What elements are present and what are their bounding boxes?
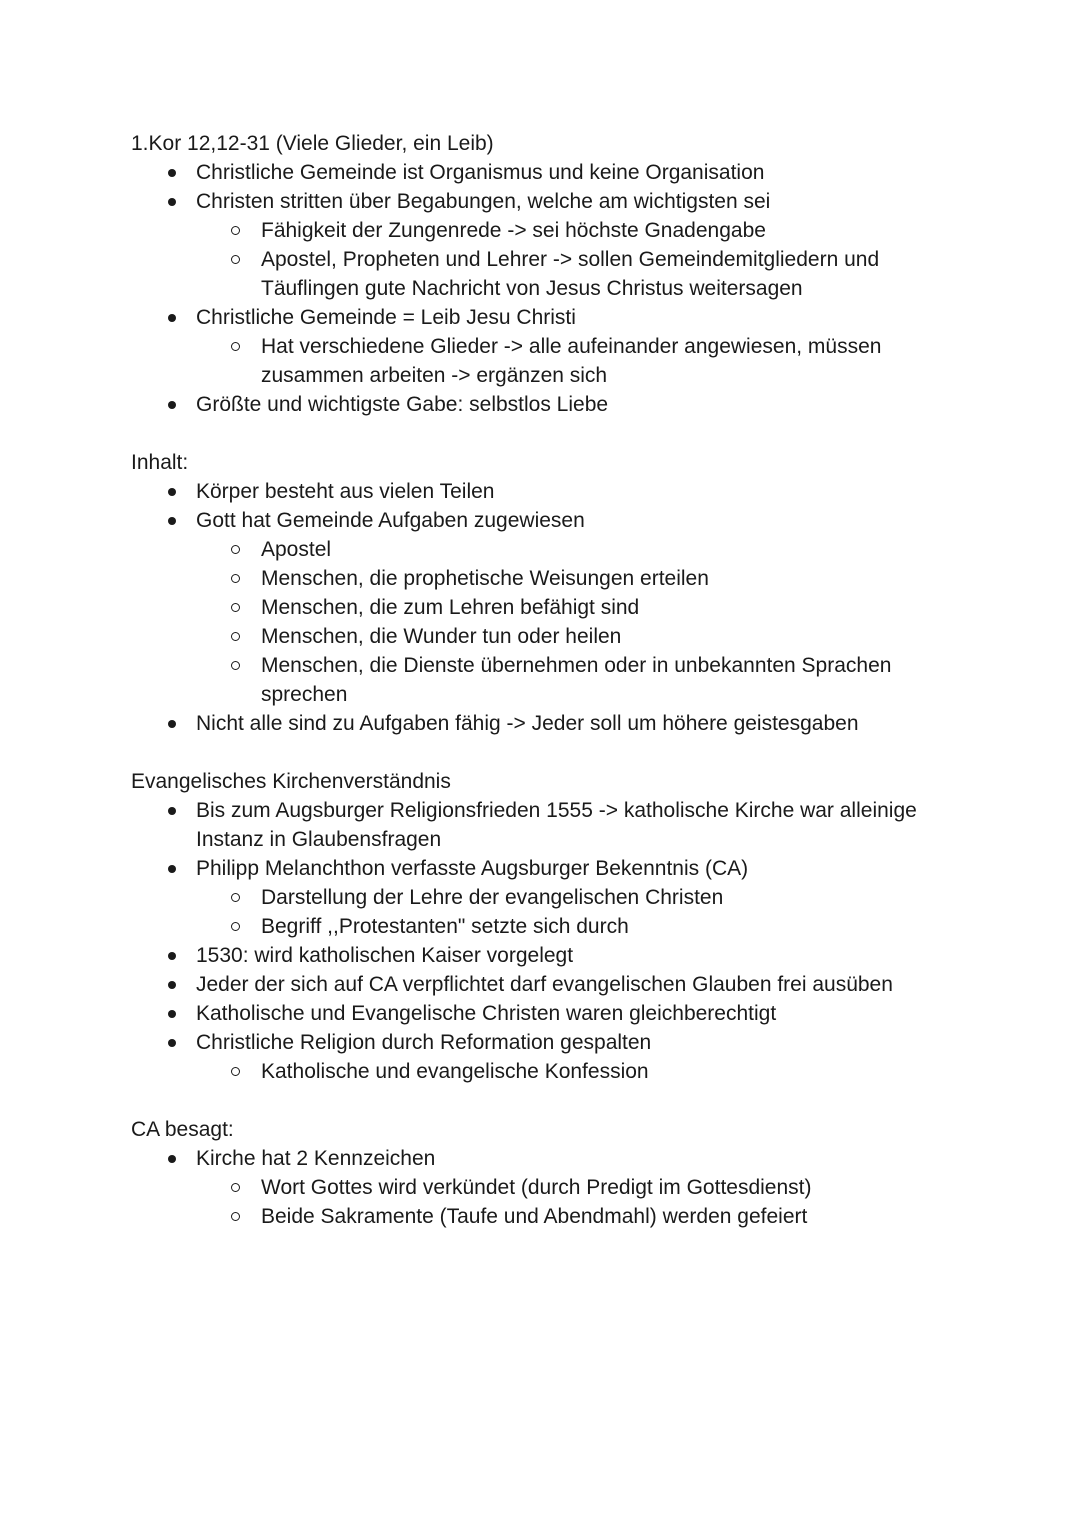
section-heading: CA besagt: [131, 1118, 234, 1141]
bullet-list [131, 477, 961, 738]
sub-list-item: Hat verschiedene Glieder -> alle aufeinander angewiesen, müssen zusammen arbeiten -> ergänzen sich [131, 332, 961, 390]
section-ca-besagt [131, 1115, 961, 1231]
list-item: Kirche hat 2 Kennzeichen [131, 1144, 961, 1173]
sub-list-item: Menschen, die Dienste übernehmen oder in unbekannten Sprachen sprechen [131, 651, 961, 709]
list-item: Christliche Gemeinde = Leib Jesu Christi [131, 303, 961, 332]
bullet-list [131, 796, 961, 1086]
section-kirchenverstaendnis [131, 767, 961, 1086]
list-item: Bis zum Augsburger Religionsfrieden 1555 -> katholische Kirche war alleinige Instanz in Glaubensfragen [131, 796, 961, 854]
sub-list-item: Apostel, Propheten und Lehrer -> sollen Gemeindemitgliedern und Täuflingen gute Nachricht von Jesus Christus weitersagen [131, 245, 961, 303]
sub-list-item: Begriff ,,Protestanten" setzte sich durch [131, 912, 961, 941]
sub-list-item: Katholische und evangelische Konfession [131, 1057, 961, 1086]
list-item: Katholische und Evangelische Christen waren gleichberechtigt [131, 999, 961, 1028]
sub-list-item: Darstellung der Lehre der evangelischen Christen [131, 883, 961, 912]
list-item: Gott hat Gemeinde Aufgaben zugewiesen [131, 506, 961, 535]
section-heading: Evangelisches Kirchenverständnis [131, 770, 451, 793]
list-item: Körper besteht aus vielen Teilen [131, 477, 961, 506]
bullet-list [131, 158, 961, 419]
sub-list-item: Fähigkeit der Zungenrede -> sei höchste Gnadengabe [131, 216, 961, 245]
list-item: Christen stritten über Begabungen, welche am wichtigsten sei [131, 187, 961, 216]
bullet-list [131, 1144, 961, 1231]
section-inhalt [131, 448, 961, 738]
list-item: Jeder der sich auf CA verpflichtet darf evangelischen Glauben frei ausüben [131, 970, 961, 999]
sub-list-item: Apostel [131, 535, 961, 564]
section-heading: Inhalt: [131, 451, 189, 474]
sub-list-item: Menschen, die prophetische Weisungen erteilen [131, 564, 961, 593]
list-item: Christliche Religion durch Reformation gespalten [131, 1028, 961, 1057]
list-item: Philipp Melanchthon verfasste Augsburger Bekenntnis (CA) [131, 854, 961, 883]
sub-list-item: Menschen, die zum Lehren befähigt sind [131, 593, 961, 622]
document-page [131, 129, 961, 1231]
list-item: Größte und wichtigste Gabe: selbstlos Liebe [131, 390, 961, 419]
sub-list-item: Beide Sakramente (Taufe und Abendmahl) werden gefeiert [131, 1202, 961, 1231]
list-item: 1530: wird katholischen Kaiser vorgelegt [131, 941, 961, 970]
section-kor [131, 129, 961, 419]
list-item: Nicht alle sind zu Aufgaben fähig -> Jeder soll um höhere geistesgaben [131, 709, 961, 738]
section-heading: 1.Kor 12,12-31 (Viele Glieder, ein Leib) [131, 132, 494, 155]
sub-list-item: Menschen, die Wunder tun oder heilen [131, 622, 961, 651]
list-item: Christliche Gemeinde ist Organismus und keine Organisation [131, 158, 961, 187]
sub-list-item: Wort Gottes wird verkündet (durch Predigt im Gottesdienst) [131, 1173, 961, 1202]
